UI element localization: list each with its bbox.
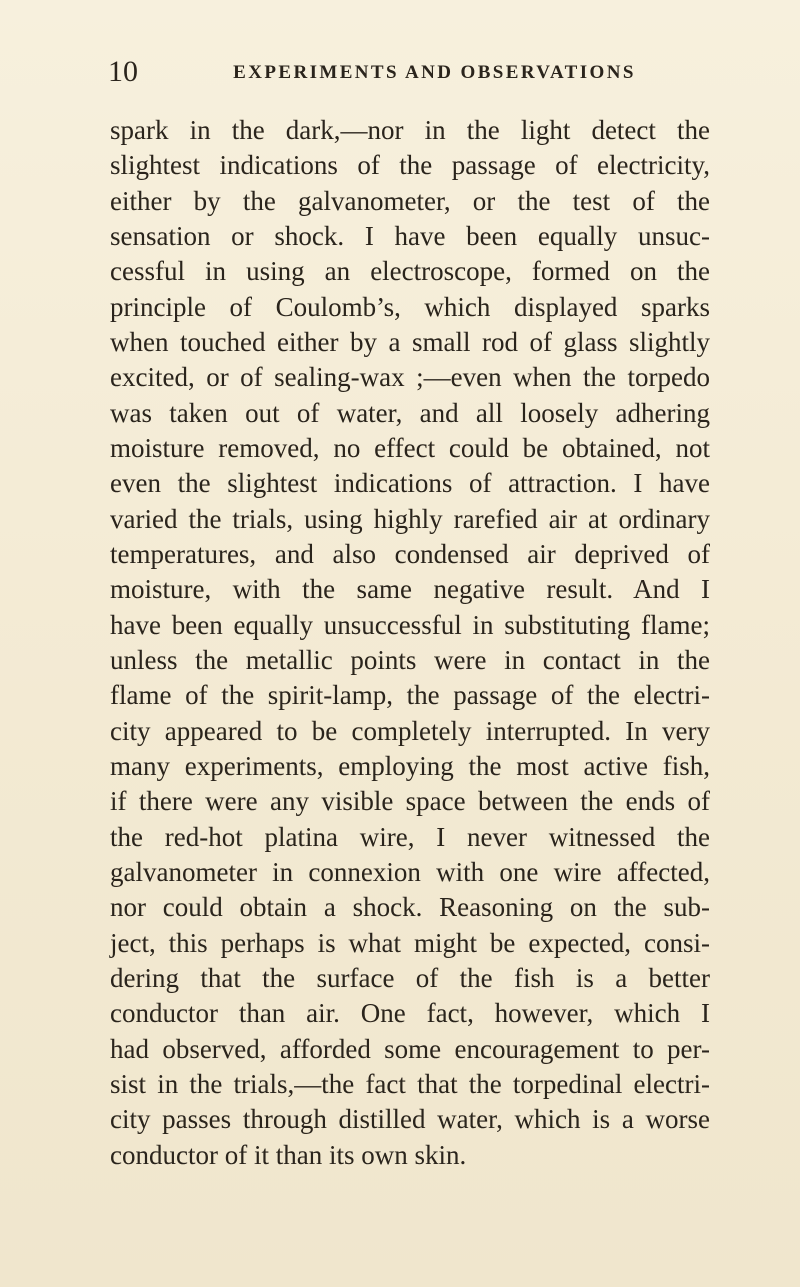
text-line: many experiments, employing the most active fish, — [110, 750, 710, 781]
text-line: conductor of it than its own skin. — [110, 1139, 467, 1170]
text-line: spark in the dark,—nor in the light detect the — [110, 115, 710, 145]
text-line: sist in the trials,—the fact that the torpedinal electri- — [110, 1068, 710, 1099]
text-line: unless the metallic points were in contact in the — [110, 644, 710, 675]
text-line: when touched either by a small rod of glass slightly — [110, 326, 710, 357]
text-line: was taken out of water, and all loosely adhering — [110, 397, 710, 428]
text-line: principle of Coulomb’s, which displayed sparks — [110, 291, 710, 322]
text-line: moisture, with the same negative result. And I — [110, 574, 710, 605]
text-line: varied the trials, using highly rarefied air at ordinary — [110, 503, 710, 534]
text-line: city appeared to be completely interrupted. In very — [110, 715, 710, 746]
text-line: nor could obtain a shock. Reasoning on the sub- — [110, 892, 710, 923]
text-line: city passes through distilled water, which is a worse — [110, 1104, 710, 1135]
text-line: have been equally unsuccessful in substituting flame; — [110, 609, 710, 640]
text-line: ject, this perhaps is what might be expected, consi- — [110, 927, 710, 958]
text-line: the red-hot platina wire, I never witnessed the — [110, 821, 710, 852]
running-title: EXPERIMENTS AND OBSERVATIONS — [233, 62, 636, 83]
text-line: cessful in using an electroscope, formed on the — [110, 256, 710, 287]
text-line: excited, or of sealing-wax ;—even when the torpedo — [110, 362, 710, 393]
text-line: slightest indications of the passage of electricity, — [110, 150, 710, 181]
text-line: galvanometer in connexion with one wire affected, — [110, 856, 710, 887]
text-line: if there were any visible space between the ends of — [110, 786, 710, 817]
page-number: 10 — [108, 55, 138, 88]
text-line: even the slightest indications of attraction. I have — [110, 468, 710, 499]
text-line: sensation or shock. I have been equally unsuc- — [110, 220, 710, 251]
text-line: conductor than air. One fact, however, which I — [110, 998, 710, 1029]
body-text — [110, 113, 710, 1173]
text-line: temperatures, and also condensed air deprived of — [110, 538, 710, 569]
text-line: moisture removed, no effect could be obtained, not — [110, 432, 710, 463]
text-line: either by the galvanometer, or the test of the — [110, 185, 710, 216]
text-line: dering that the surface of the fish is a better — [110, 962, 710, 993]
text-line: had observed, afforded some encouragement to per- — [110, 1033, 710, 1064]
text-line: flame of the spirit-lamp, the passage of the electri- — [110, 680, 710, 711]
page-header — [108, 52, 723, 92]
